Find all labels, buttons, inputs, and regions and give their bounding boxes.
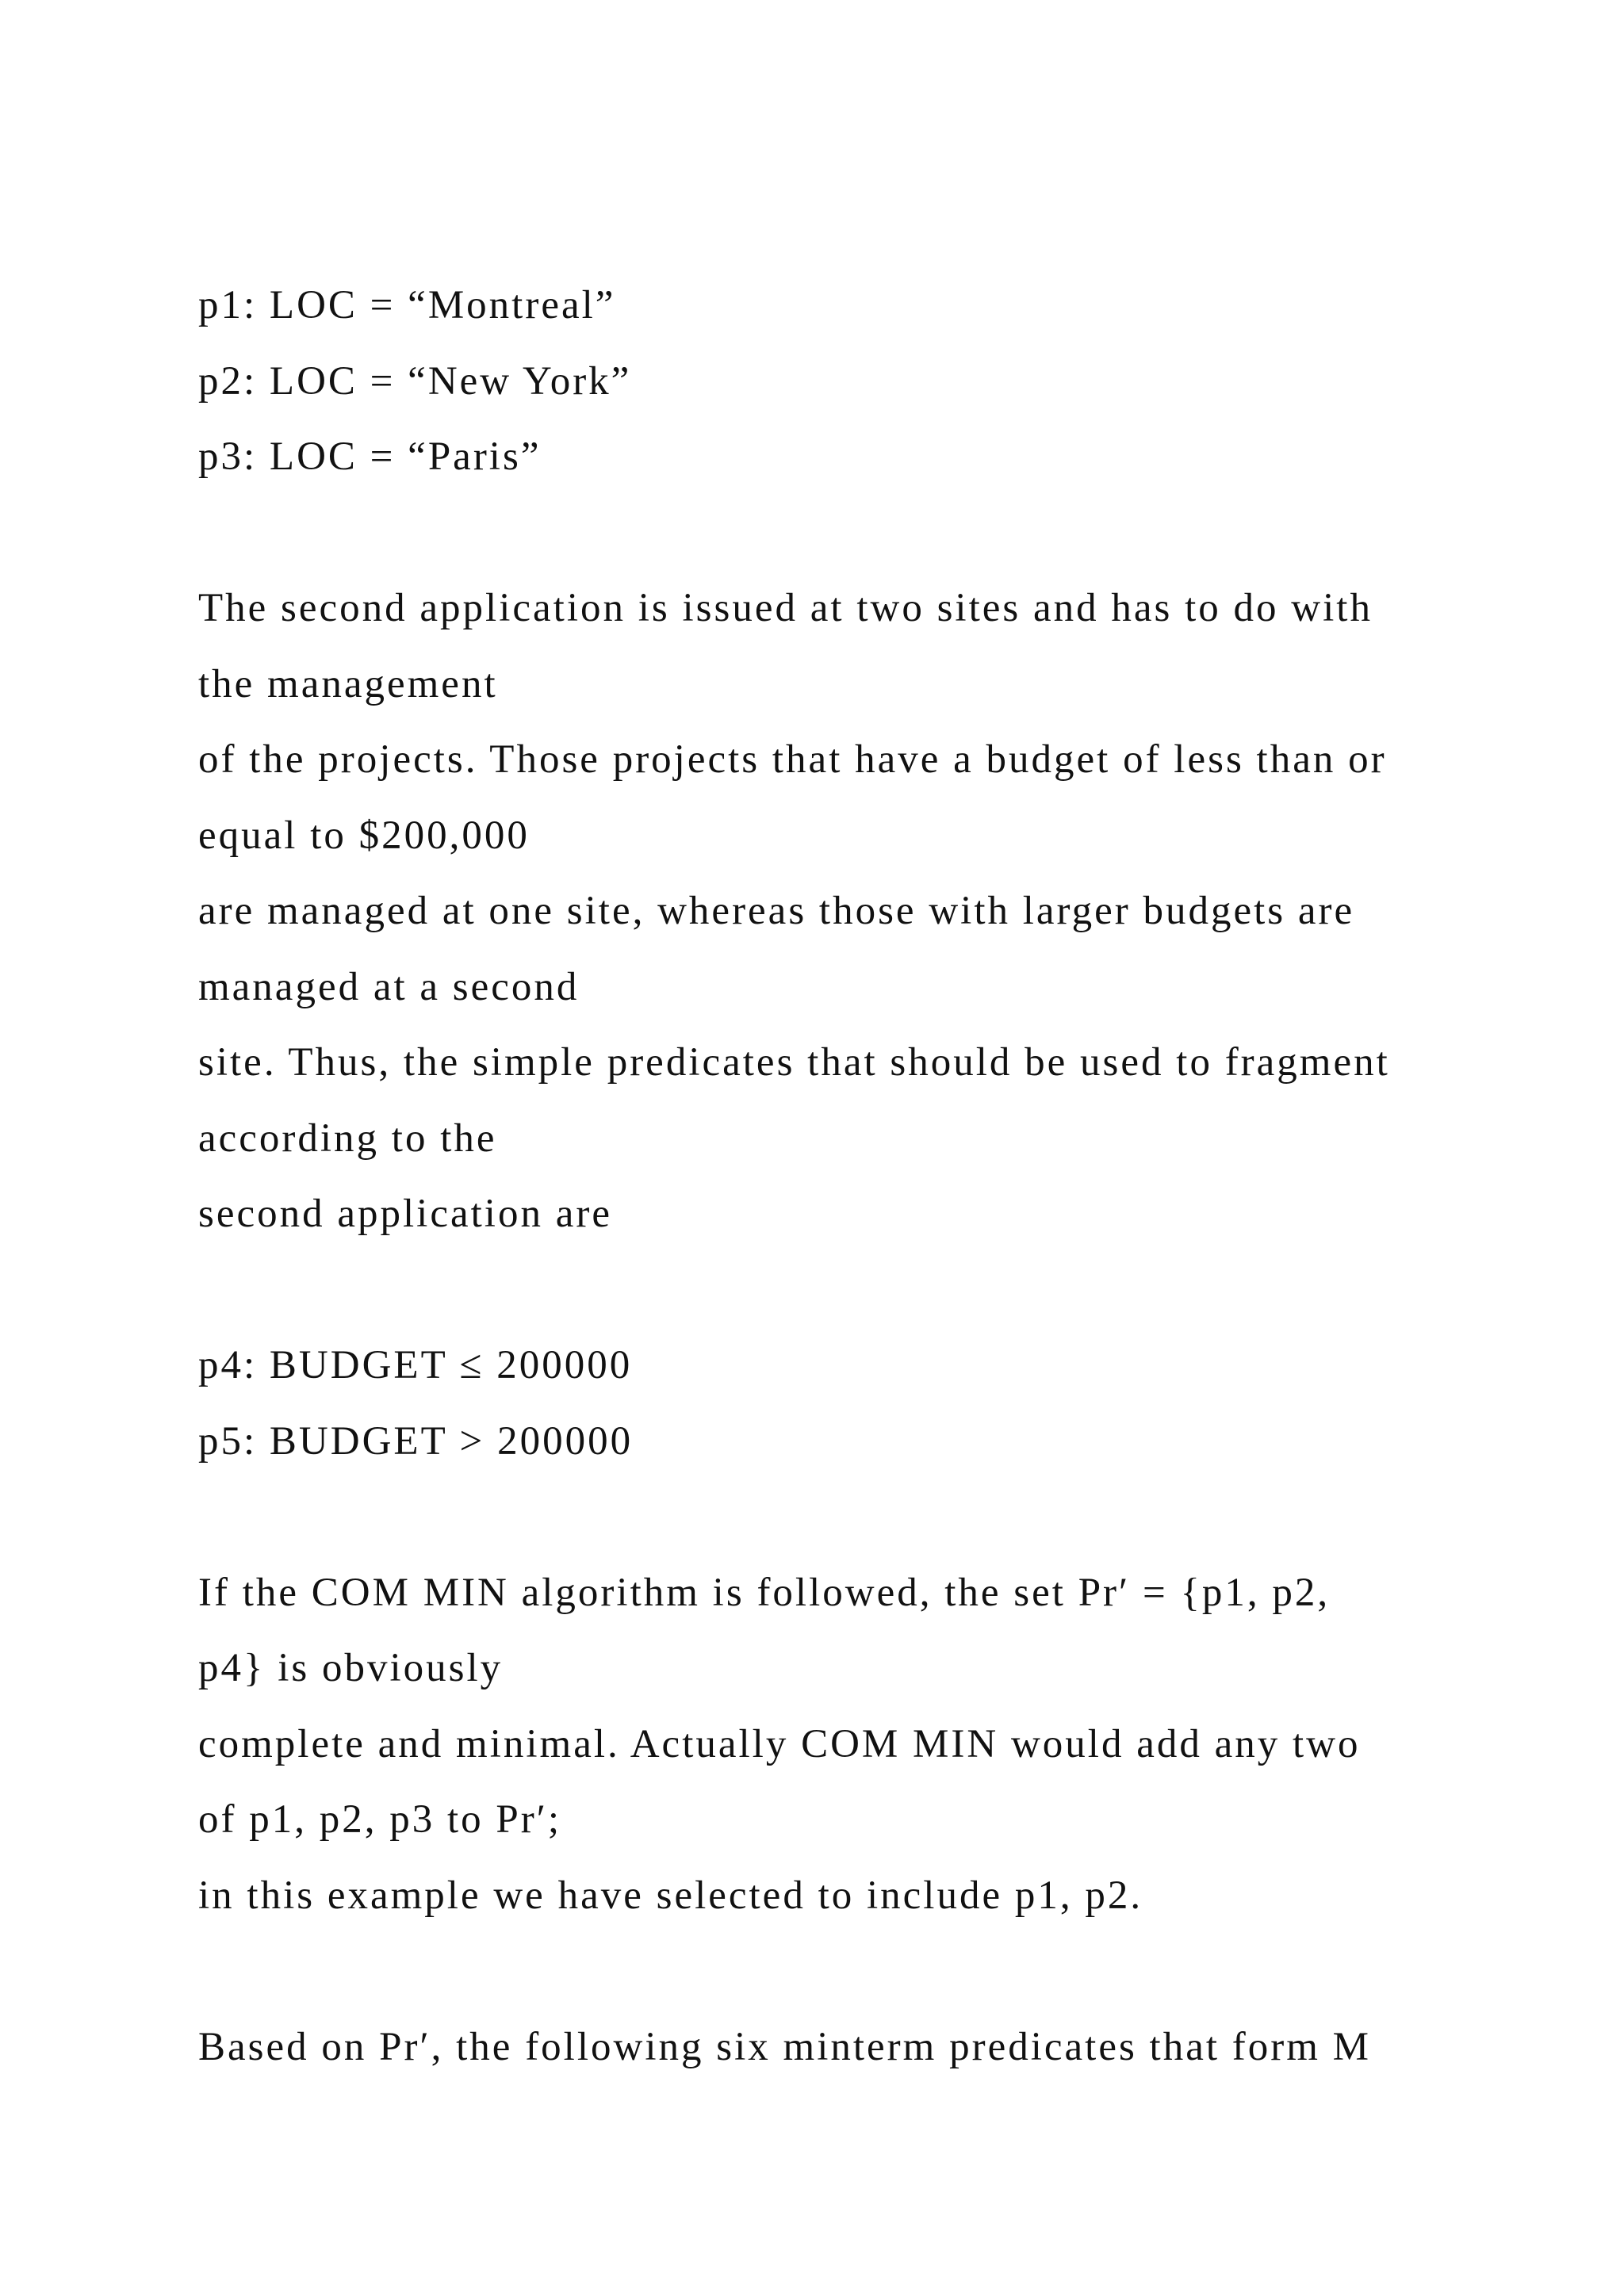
- paragraph-line: the management: [198, 661, 498, 706]
- predicate-p5: p5: BUDGET > 200000: [198, 1418, 634, 1464]
- predicate-p2: p2: LOC = “New York”: [198, 358, 632, 404]
- paragraph-line: If the COM MIN algorithm is followed, the set Pr′ = {p1, p2,: [198, 1570, 1331, 1615]
- predicate-p3: p3: LOC = “Paris”: [198, 434, 542, 479]
- blank-line: [198, 1253, 1483, 1329]
- blank-line: [198, 496, 1483, 572]
- predicate-p1: p1: LOC = “Montreal”: [198, 283, 616, 327]
- paragraph-line: equal to $200,000: [198, 813, 530, 858]
- paragraph-line: are managed at one site, whereas those with larger budgets are: [198, 889, 1355, 933]
- paragraph-line: according to the: [198, 1115, 497, 1161]
- paragraph-line: second application are: [198, 1192, 612, 1236]
- paragraph-line: complete and minimal. Actually COM MIN would add any two: [198, 1721, 1361, 1766]
- document-text: [198, 268, 1483, 2085]
- paragraph-line: of the projects. Those projects that have a budget of less than or: [198, 737, 1387, 782]
- paragraph-line: in this example we have selected to include p1, p2.: [198, 1873, 1143, 1918]
- paragraph-line: of p1, p2, p3 to Pr′;: [198, 1797, 562, 1842]
- paragraph-line: site. Thus, the simple predicates that should be used to fragment: [198, 1040, 1390, 1085]
- paragraph-line: The second application is issued at two sites and has to do with: [198, 586, 1373, 630]
- predicate-p4: p4: BUDGET ≤ 200000: [198, 1343, 633, 1387]
- blank-line: [198, 1479, 1483, 1556]
- blank-line: [198, 1934, 1483, 2010]
- paragraph-line: p4} is obviously: [198, 1646, 504, 1690]
- paragraph-line: Based on Pr′, the following six minterm predicates that form M: [198, 2024, 1372, 2069]
- paragraph-line: managed at a second: [198, 964, 580, 1009]
